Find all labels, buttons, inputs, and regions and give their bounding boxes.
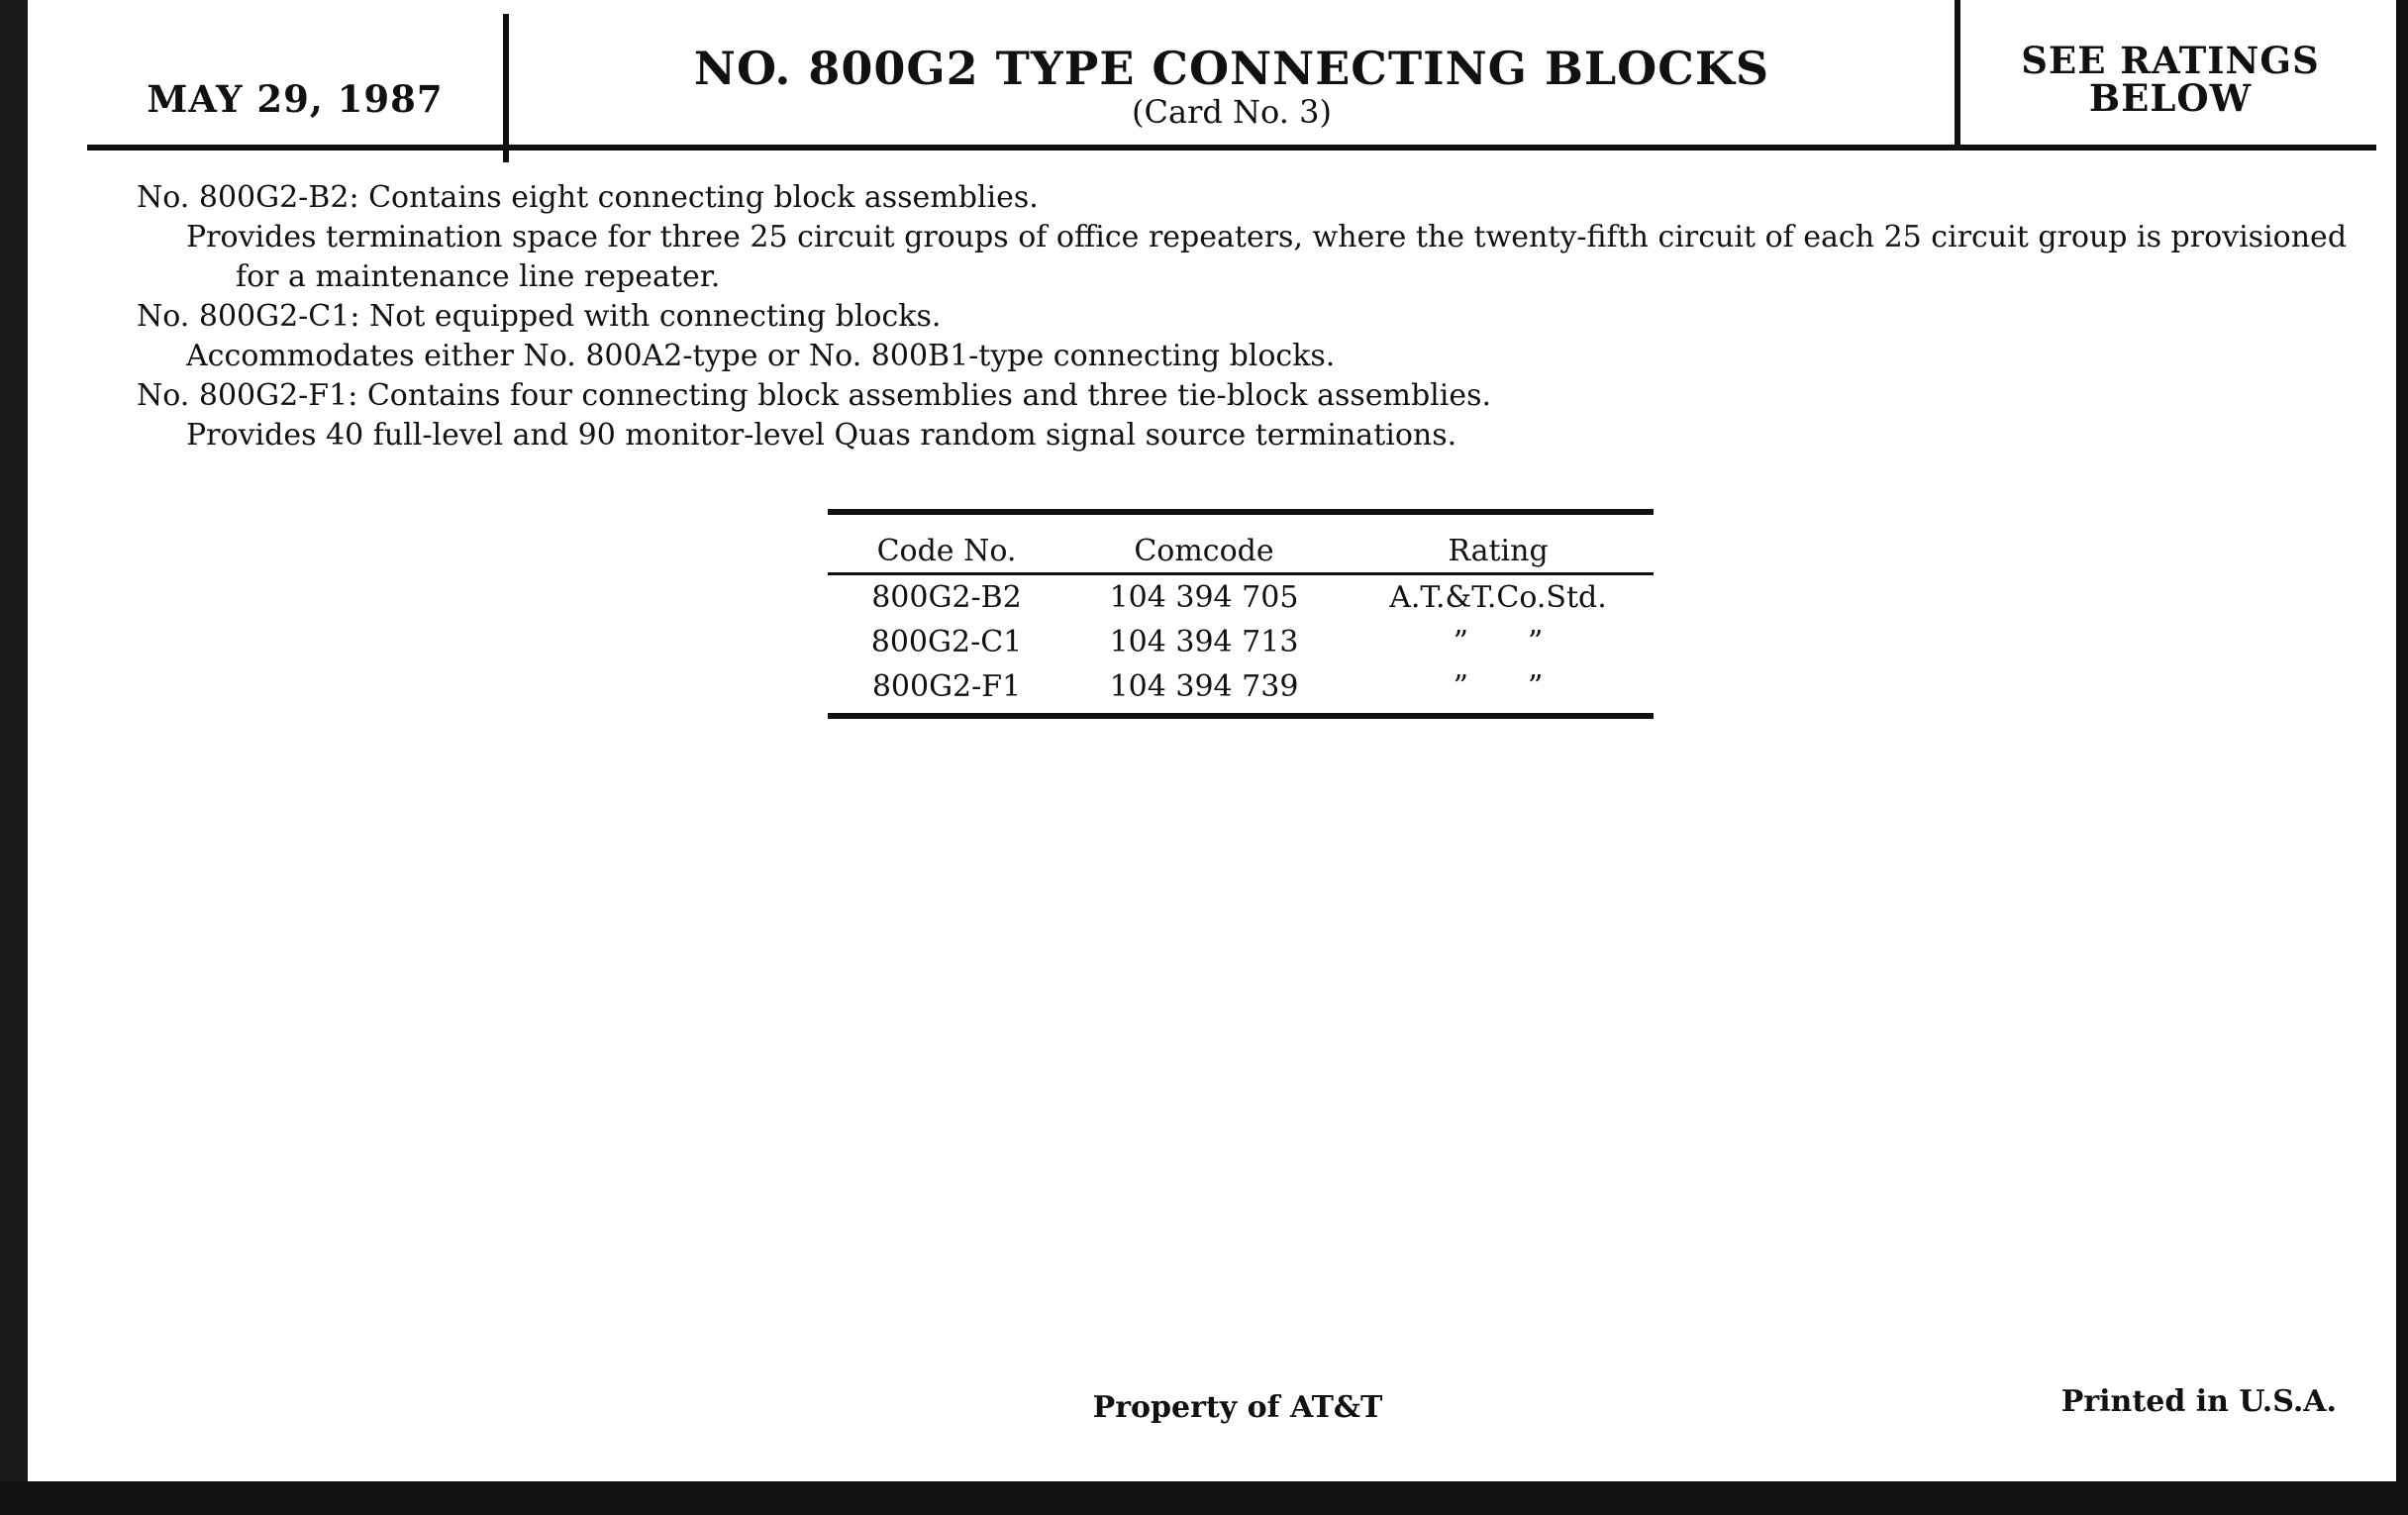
entry-heading: No. 800G2-C1: Not equipped with connecting blocks. <box>137 299 942 334</box>
entry-detail: Provides 40 full-level and 90 monitor-level Quas random signal source terminations. <box>186 418 1457 453</box>
cell-rating: A.T.&T.Co.Std. <box>1389 580 1607 615</box>
header-date: MAY 29, 1987 <box>147 77 444 121</box>
table-row <box>828 664 1654 709</box>
cell-rating: ” ” <box>1453 625 1544 659</box>
cell-code: 800G2-C1 <box>870 625 1023 659</box>
cell-comcode: 104 394 739 <box>1109 669 1299 704</box>
header-divider-right <box>1955 0 1960 151</box>
cell-code: 800G2-B2 <box>871 580 1022 615</box>
scan-border-left <box>0 0 28 1515</box>
table-header-row <box>828 515 1654 572</box>
entry-detail: Provides termination space for three 25 circuit groups of office repeaters, where the twenty-fifth circuit of each 25 circuit group is provisioned for a maintenance line repeater. <box>186 220 2348 294</box>
description-list <box>137 178 2355 455</box>
header-ratings-note <box>1962 39 2378 120</box>
page-title: NO. 800G2 TYPE CONNECTING BLOCKS <box>693 42 1770 95</box>
header-ratings-line1: SEE RATINGS <box>2021 39 2320 82</box>
footer-printed: Printed in U.S.A. <box>2060 1384 2337 1419</box>
entry-heading: No. 800G2-F1: Contains four connecting block assemblies and three tie-block assemblies. <box>137 378 1492 413</box>
table-row <box>828 575 1654 620</box>
cell-comcode: 104 394 705 <box>1109 580 1299 615</box>
header-ratings-line2: BELOW <box>2088 76 2253 120</box>
cell-code: 800G2-F1 <box>871 669 1022 704</box>
table-bottom-rule <box>828 713 1654 719</box>
entry-detail: Accommodates either No. 800A2-type or No. 800B1-type connecting blocks. <box>186 339 1336 373</box>
header-rule <box>87 145 2376 151</box>
code-table <box>828 509 1654 719</box>
entry-heading: No. 800G2-B2: Contains eight connecting block assemblies. <box>137 180 1039 215</box>
footer-property: Property of AT&T <box>1092 1390 1383 1425</box>
column-header-comcode: Comcode <box>1134 534 1274 568</box>
cell-rating: ” ” <box>1453 669 1544 704</box>
table-row <box>828 620 1654 664</box>
cell-comcode: 104 394 713 <box>1109 625 1299 659</box>
column-header-rating: Rating <box>1448 534 1549 568</box>
page-subtitle: (Card No. 3) <box>1132 93 1332 131</box>
scan-border-right <box>2396 0 2408 1515</box>
column-header-code: Code No. <box>876 534 1017 568</box>
scan-border-bottom <box>0 1481 2408 1515</box>
